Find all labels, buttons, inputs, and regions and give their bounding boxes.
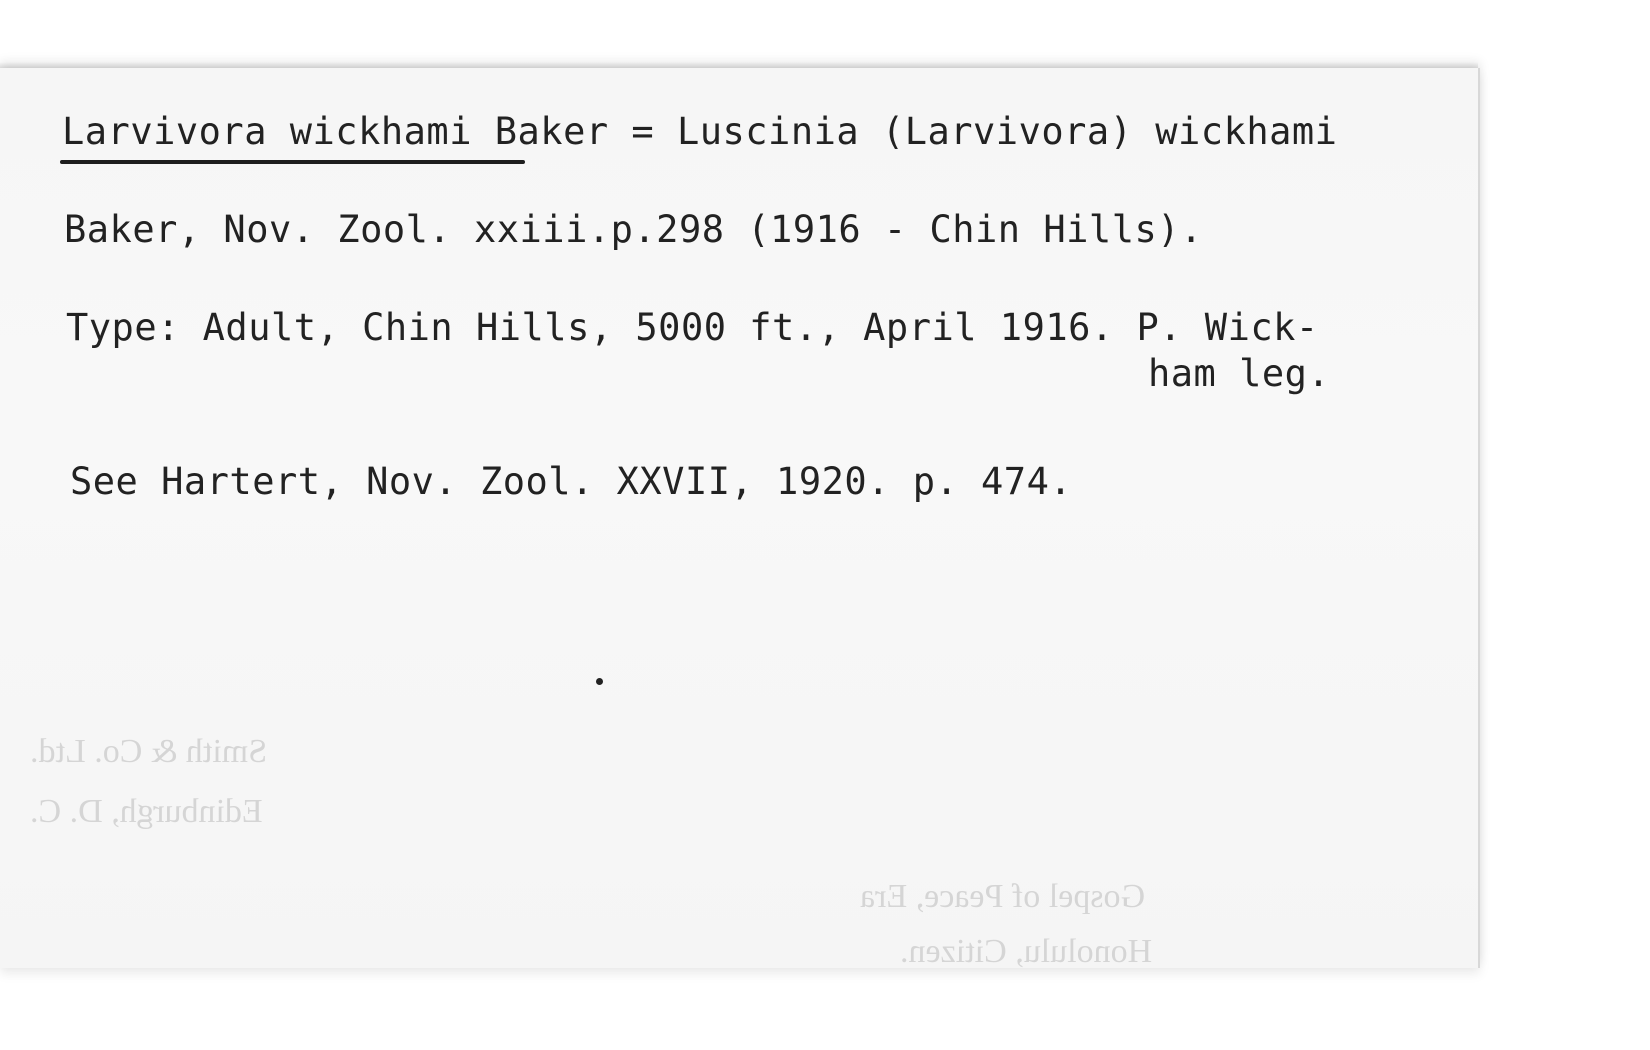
index-card (0, 68, 1480, 968)
bleed-through-text: Smith & Co. Ltd. (30, 733, 268, 770)
card-line-species-name: Larvivora wickhami Baker = Luscinia (Larvivora) wickhami (62, 110, 1338, 153)
card-line-see-also: See Hartert, Nov. Zool. XXVII, 1920. p. 474. (70, 460, 1073, 503)
ink-speck (596, 678, 603, 685)
card-line-citation: Baker, Nov. Zool. xxiii.p.298 (1916 - Chin Hills). (64, 208, 1203, 251)
species-underline (60, 160, 525, 164)
bleed-through-text: Gospel of Peace, Era (860, 878, 1146, 915)
card-line-type-continued: ham leg. (1148, 352, 1331, 395)
card-line-type-specimen: Type: Adult, Chin Hills, 5000 ft., April 1916. P. Wick- (66, 306, 1319, 349)
bleed-through-text: Edinburgh, D. C. (30, 793, 263, 830)
bleed-through-text: Honolulu, Citizen. (900, 933, 1153, 970)
